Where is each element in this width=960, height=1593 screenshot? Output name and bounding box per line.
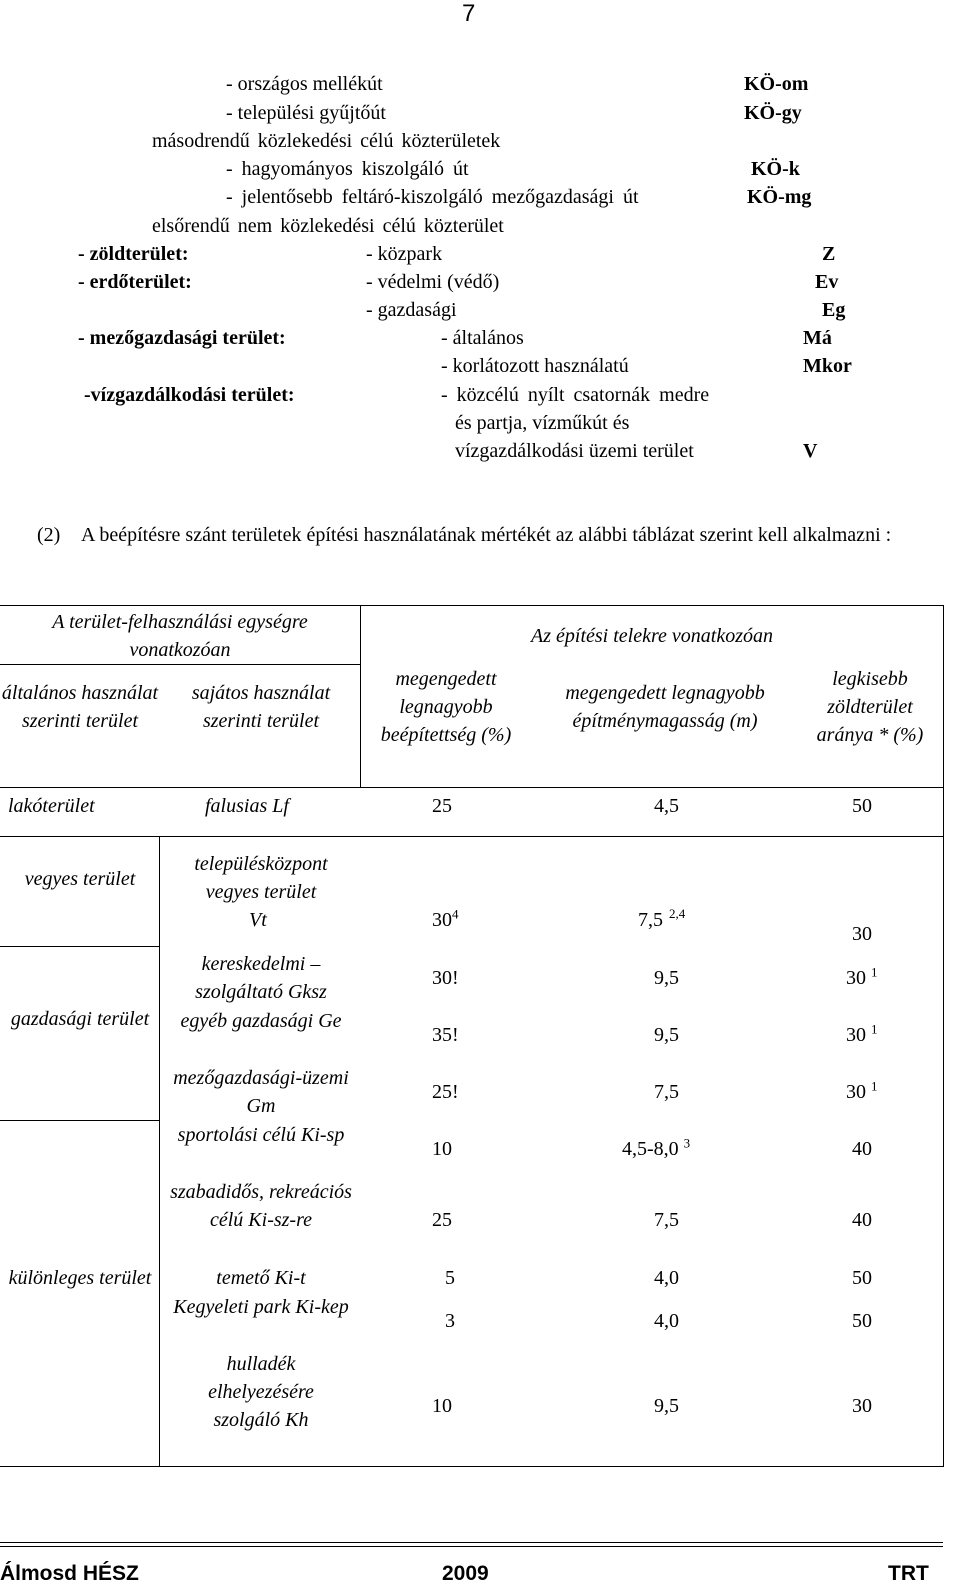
footer-rule <box>0 1546 943 1547</box>
cell-green: 30 $^1$ <box>846 1021 878 1046</box>
zoning-item-code: V <box>803 440 818 462</box>
header-left: A terület-felhasználási egységre vonatkozóan <box>52 611 308 661</box>
zoning-item-text: - közpark <box>366 243 443 265</box>
table-border <box>0 605 943 606</box>
zoning-item-code: KÖ-mg <box>747 186 812 208</box>
zoning-item-text: vízgazdálkodási üzemi terület <box>455 440 694 462</box>
cell-coverage: 35! <box>432 1024 459 1046</box>
cell-green: 50 <box>852 1267 872 1289</box>
zoning-item-code: Eg <box>822 299 846 321</box>
cell-coverage: 25 <box>432 795 452 817</box>
cell-specific-code: Vt <box>249 909 267 931</box>
cell-height: 9,5 <box>654 967 679 989</box>
group-label-gazdasagi: gazdasági terület <box>10 1008 150 1030</box>
cell-specific: mezőgazdasági-üzemi Gm <box>173 1067 349 1117</box>
cell-height: 4,5-8,0 $^3$ <box>622 1135 691 1160</box>
cell-general: lakóterület <box>8 795 95 817</box>
column-header-green: legkisebb zöldterület aránya * (%) <box>816 668 924 746</box>
cell-specific: kereskedelmi – szolgáltató Gksz <box>195 953 327 1003</box>
page-number: 7 <box>462 0 476 27</box>
cell-coverage: 25 <box>432 1209 452 1231</box>
cell-height: 7,5 <box>654 1081 679 1103</box>
zoning-heading: elsőrendű nem közlekedési célú közterület <box>152 215 504 237</box>
cell-green: 50 <box>852 1310 872 1332</box>
footer-rule <box>0 1542 943 1543</box>
group-label-kulonleges: különleges terület <box>8 1267 152 1289</box>
cell-coverage: 30! <box>432 967 459 989</box>
zoning-item-code: Má <box>803 327 832 349</box>
zoning-item-code: KÖ-om <box>744 73 809 95</box>
table-border <box>0 1466 943 1467</box>
footer-center: 2009 <box>442 1562 489 1585</box>
zoning-item-text: - általános <box>441 327 524 349</box>
cell-green: 40 <box>852 1209 872 1231</box>
cell-specific: Kegyeleti park Ki-kep <box>173 1296 349 1318</box>
cell-height: 9,5 <box>654 1024 679 1046</box>
column-header-coverage: megengedett legnagyobb beépítettség (%) <box>380 668 512 746</box>
paragraph-number: (2) <box>37 524 61 546</box>
table-border <box>0 836 943 837</box>
zoning-item-text: és partja, vízműkút és <box>455 412 630 434</box>
cell-specific: sportolási célú Ki-sp <box>177 1124 345 1146</box>
cell-specific: temető Ki-t <box>216 1267 306 1289</box>
column-header-height: megengedett legnagyobb építménymagasság (m) <box>565 682 765 732</box>
paragraph <box>37 522 932 549</box>
cell-specific: falusias Lf <box>205 795 289 817</box>
cell-coverage: 10 <box>432 1138 452 1160</box>
zoning-item-text: - jelentősebb feltáró-kiszolgáló mezőgazdasági út <box>226 186 639 208</box>
table-border <box>0 946 159 947</box>
zoning-item-code: Ev <box>815 271 839 293</box>
zoning-item-text: - országos mellékút <box>226 73 383 95</box>
cell-green: 30 $^1$ <box>846 964 878 989</box>
zoning-item-code: KÖ-k <box>751 158 800 180</box>
column-header-specific: sajátos használat szerinti terület <box>191 682 331 732</box>
cell-coverage: 25! <box>432 1081 459 1103</box>
paragraph-text: A beépítésre szánt területek építési használatának mértékét az alábbi táblázat szerint kell alkalmazni : <box>81 524 892 546</box>
cell-specific: hulladék elhelyezésére szolgáló Kh <box>208 1353 314 1431</box>
footer-left: Álmosd HÉSZ <box>0 1562 139 1585</box>
header-right: Az építési telekre vonatkozóan <box>531 625 773 647</box>
cell-height: 4,5 <box>654 795 679 817</box>
cell-specific: egyéb gazdasági Ge <box>180 1010 342 1032</box>
table-border <box>360 605 361 787</box>
cell-coverage: $30^4$ <box>432 906 459 931</box>
cell-height: 4,0 <box>654 1267 679 1289</box>
table-border <box>159 836 160 1467</box>
cell-green: 30 <box>852 923 872 945</box>
zoning-item-text: - települési gyűjtőút <box>226 102 386 124</box>
cell-height: 9,5 <box>654 1395 679 1417</box>
cell-coverage: 5 <box>445 1267 455 1289</box>
cell-height: 4,0 <box>654 1310 679 1332</box>
cell-green: 50 <box>852 795 872 817</box>
cell-coverage: 3 <box>445 1310 455 1332</box>
zoning-heading: másodrendű közlekedési célú közterületek <box>152 130 501 152</box>
group-label-vegyes: vegyes terület <box>24 868 136 890</box>
cell-coverage: 10 <box>432 1395 452 1417</box>
zoning-item-text: - közcélú nyílt csatornák medre <box>441 384 710 406</box>
table-border <box>0 787 943 788</box>
footer-right: TRT <box>888 1562 929 1585</box>
cell-specific: szabadidős, rekreációs célú Ki-sz-re <box>170 1181 352 1231</box>
zoning-category-label: - zöldterület: <box>78 243 189 265</box>
cell-green: 30 <box>852 1395 872 1417</box>
zoning-item-text: - védelmi (védő) <box>366 271 500 293</box>
zoning-category-label: -vízgazdálkodási terület: <box>84 384 295 406</box>
zoning-item-text: - gazdasági <box>366 299 457 321</box>
zoning-item-text: - korlátozott használatú <box>441 355 629 377</box>
zoning-item-code: KÖ-gy <box>744 102 802 124</box>
zoning-category-label: - mezőgazdasági terület: <box>78 327 286 349</box>
cell-height: 7,5 $^{2,4}$ <box>638 906 686 931</box>
zoning-item-code: Mkor <box>803 355 852 377</box>
table-border <box>943 605 944 1467</box>
cell-green: 30 $^1$ <box>846 1078 878 1103</box>
cell-height: 7,5 <box>654 1209 679 1231</box>
column-header-general: általános használat szerinti terület <box>1 682 159 732</box>
table-border <box>0 664 360 665</box>
table-border <box>0 1120 159 1121</box>
zoning-item-code: Z <box>822 243 836 265</box>
zoning-category-label: - erdőterület: <box>78 271 192 293</box>
cell-specific: településközpont vegyes terület <box>194 853 328 903</box>
cell-green: 40 <box>852 1138 872 1160</box>
zoning-item-text: - hagyományos kiszolgáló út <box>226 158 469 180</box>
